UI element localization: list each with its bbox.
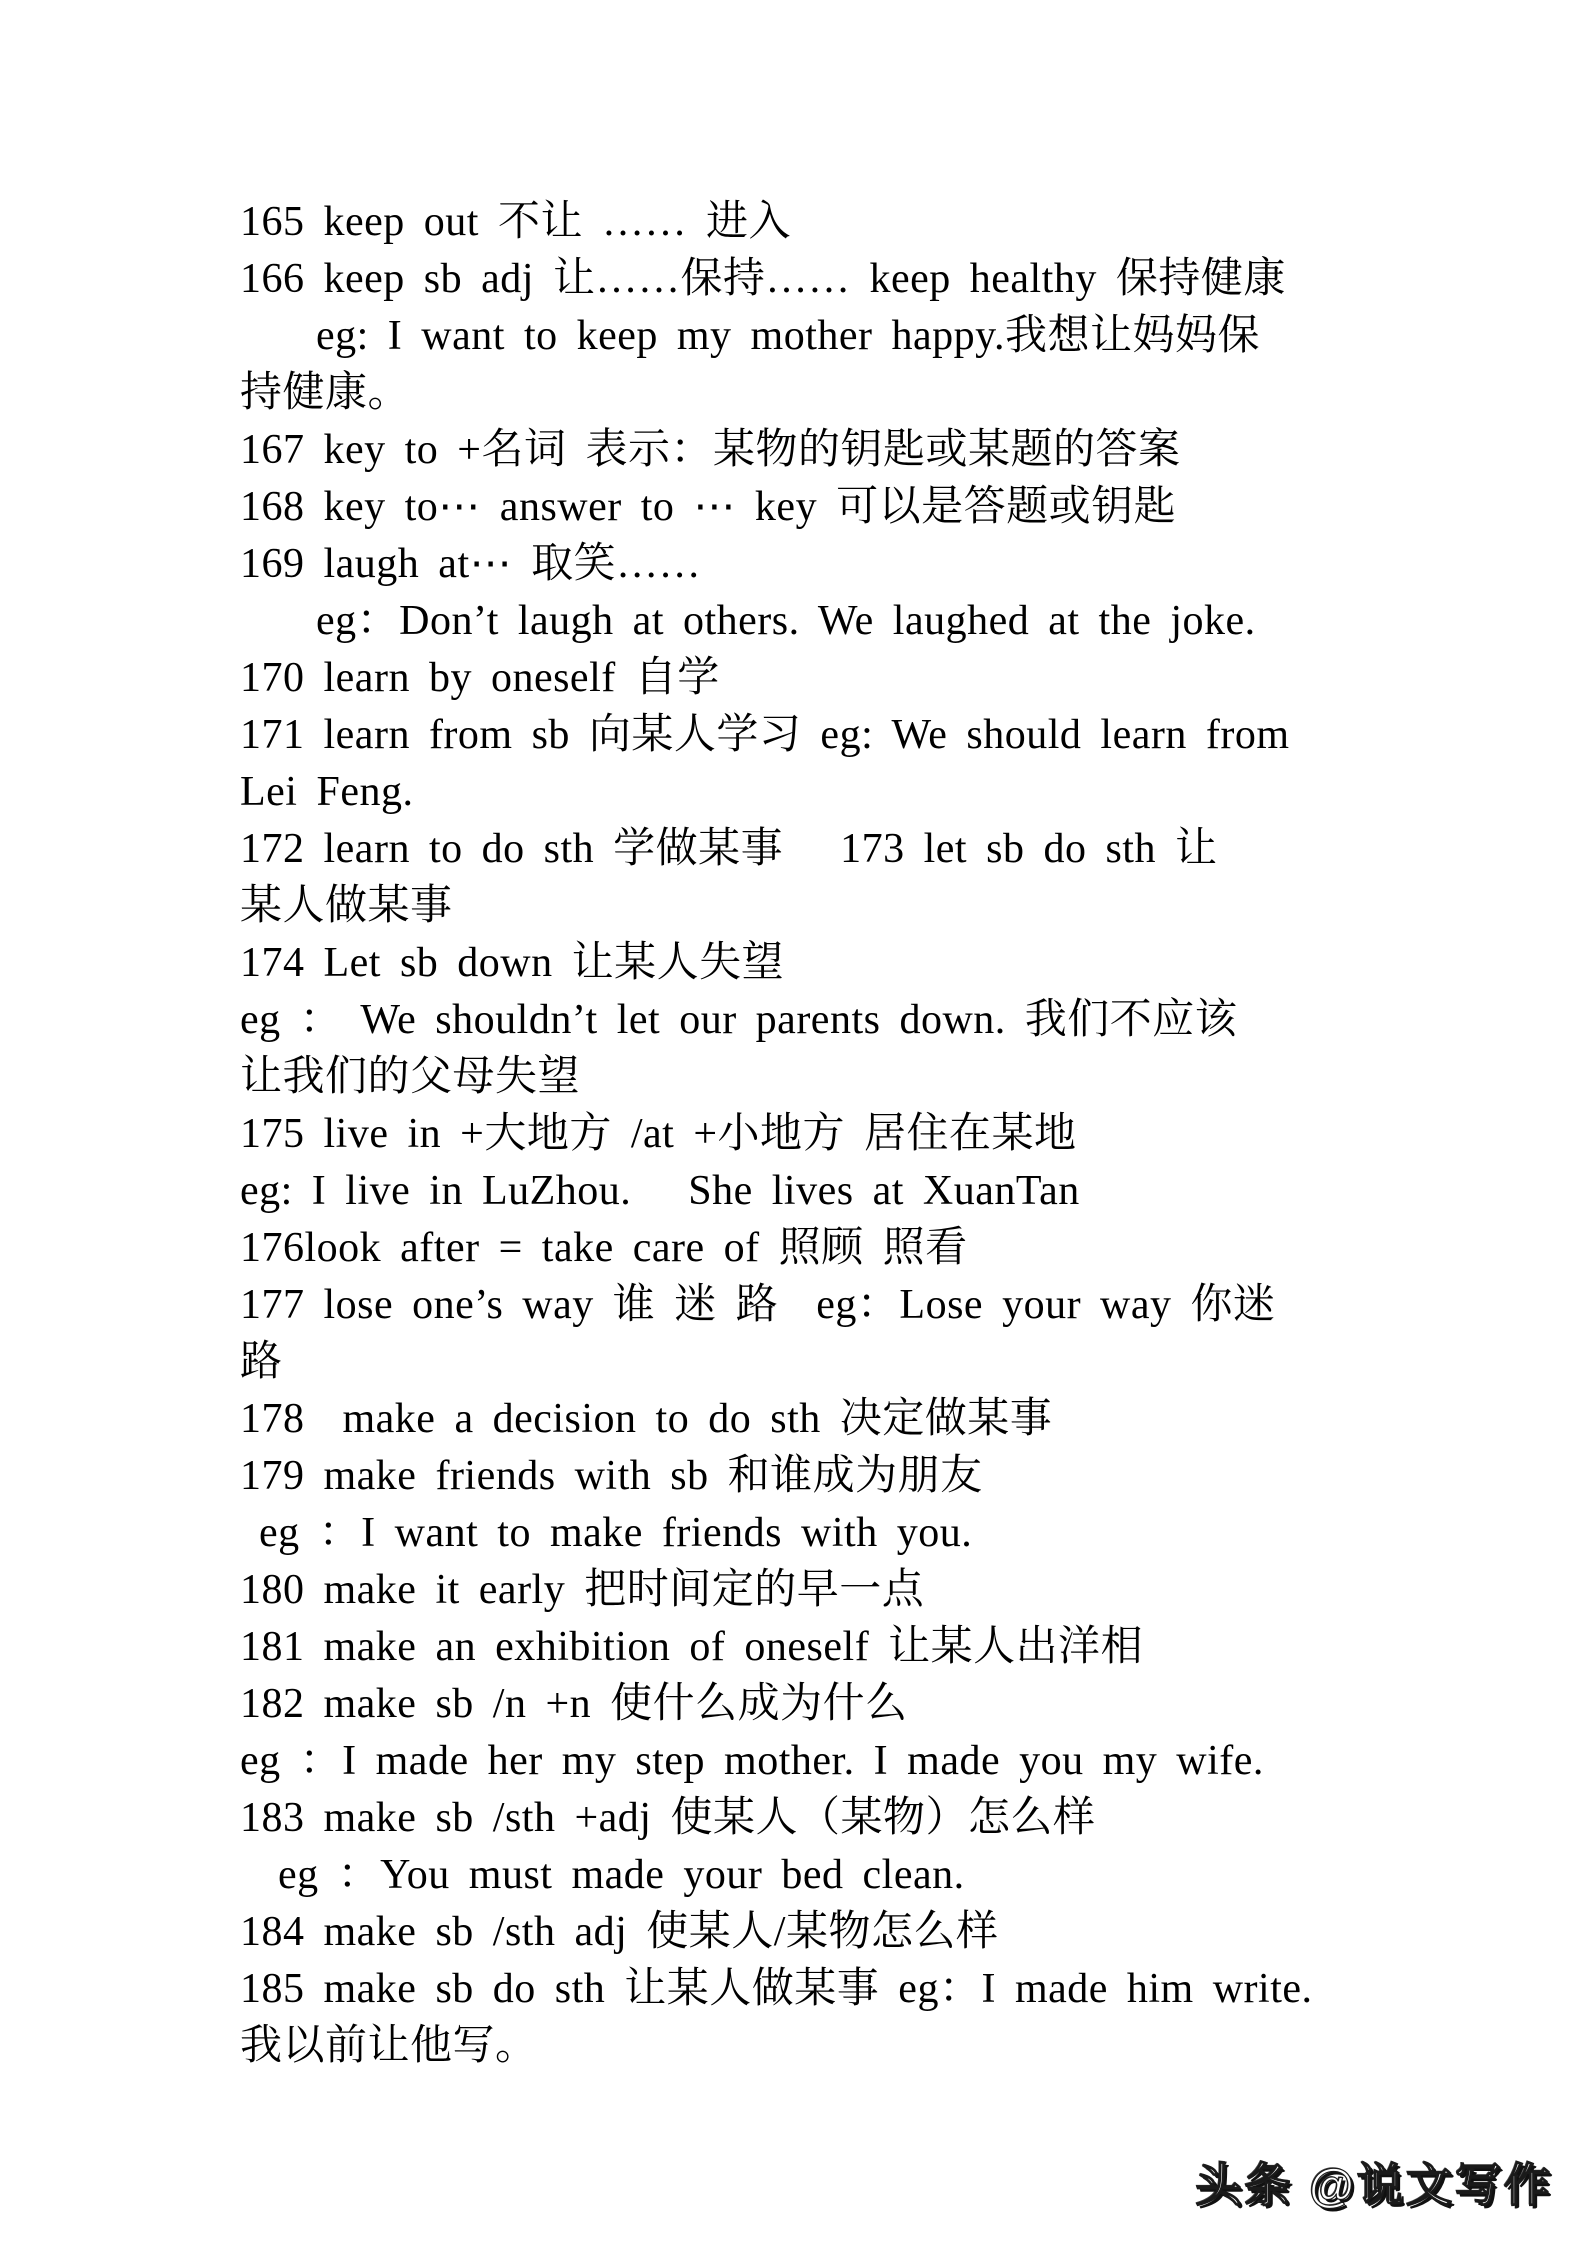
text-line: 185 make sb do sth 让某人做某事 eg：I made him write. bbox=[240, 1966, 1313, 2012]
text-line: 让我们的父母失望 bbox=[240, 1054, 581, 1100]
text-line: 178 make a decision to do sth 决定做某事 bbox=[240, 1396, 1053, 1442]
text-line: 166 keep sb adj 让……保持…… keep healthy 保持健康 bbox=[240, 256, 1286, 302]
text-line: 181 make an exhibition of oneself 让某人出洋相 bbox=[240, 1624, 1144, 1670]
text-line: Lei Feng. bbox=[240, 769, 414, 815]
text-line: eg ： We shouldn’t let our parents down. 我们不应该 bbox=[240, 997, 1238, 1043]
text-line: 184 make sb /sth adj 使某人/某物怎么样 bbox=[240, 1909, 999, 1955]
text-line: 182 make sb /n +n 使什么成为什么 bbox=[240, 1681, 908, 1727]
text-line: eg: I live in LuZhou. She lives at XuanTan bbox=[240, 1168, 1080, 1214]
text-line: 170 learn by oneself 自学 bbox=[240, 655, 720, 701]
text-line: 我以前让他写。 bbox=[240, 2023, 538, 2069]
text-line: eg: I want to keep my mother happy.我想让妈妈保 bbox=[240, 313, 1260, 359]
text-line: 168 key to⋯ answer to ⋯ key 可以是答题或钥匙 bbox=[240, 484, 1177, 530]
text-line: 175 live in +大地方 /at +小地方 居住在某地 bbox=[240, 1111, 1077, 1157]
text-line: 180 make it early 把时间定的早一点 bbox=[240, 1567, 925, 1613]
text-line: 183 make sb /sth +adj 使某人（某物）怎么样 bbox=[240, 1795, 1096, 1841]
text-line: 路 bbox=[240, 1339, 283, 1385]
text-line: 某人做某事 bbox=[240, 883, 453, 929]
text-line: eg ：I want to make friends with you. bbox=[240, 1510, 973, 1556]
text-line: 174 Let sb down 让某人失望 bbox=[240, 940, 785, 986]
text-line: 持健康。 bbox=[240, 370, 411, 416]
text-line: 171 learn from sb 向某人学习 eg: We should learn from bbox=[240, 712, 1290, 758]
phrase-list bbox=[240, 194, 1460, 2075]
text-line: 179 make friends with sb 和谁成为朋友 bbox=[240, 1453, 983, 1499]
text-line: 176look after = take care of 照顾 照看 bbox=[240, 1225, 968, 1271]
text-line: 167 key to +名词 表示：某物的钥匙或某题的答案 bbox=[240, 427, 1181, 473]
text-line: eg ：I made her my step mother. I made you my wife. bbox=[240, 1738, 1264, 1784]
text-line: eg ：You must made your bed clean. bbox=[240, 1852, 965, 1898]
text-line: eg：Don’t laugh at others. We laughed at the joke. bbox=[240, 598, 1256, 644]
watermark-text: 头条 @说文写作 bbox=[1195, 2159, 1553, 2211]
text-line: 172 learn to do sth 学做某事 173 let sb do sth 让 bbox=[240, 826, 1218, 872]
text-line: 169 laugh at⋯ 取笑…… bbox=[240, 541, 702, 587]
text-line: 165 keep out 不让 …… 进入 bbox=[240, 199, 791, 245]
text-line: 177 lose one’s way 谁 迷 路 eg：Lose your way 你迷 bbox=[240, 1282, 1276, 1328]
